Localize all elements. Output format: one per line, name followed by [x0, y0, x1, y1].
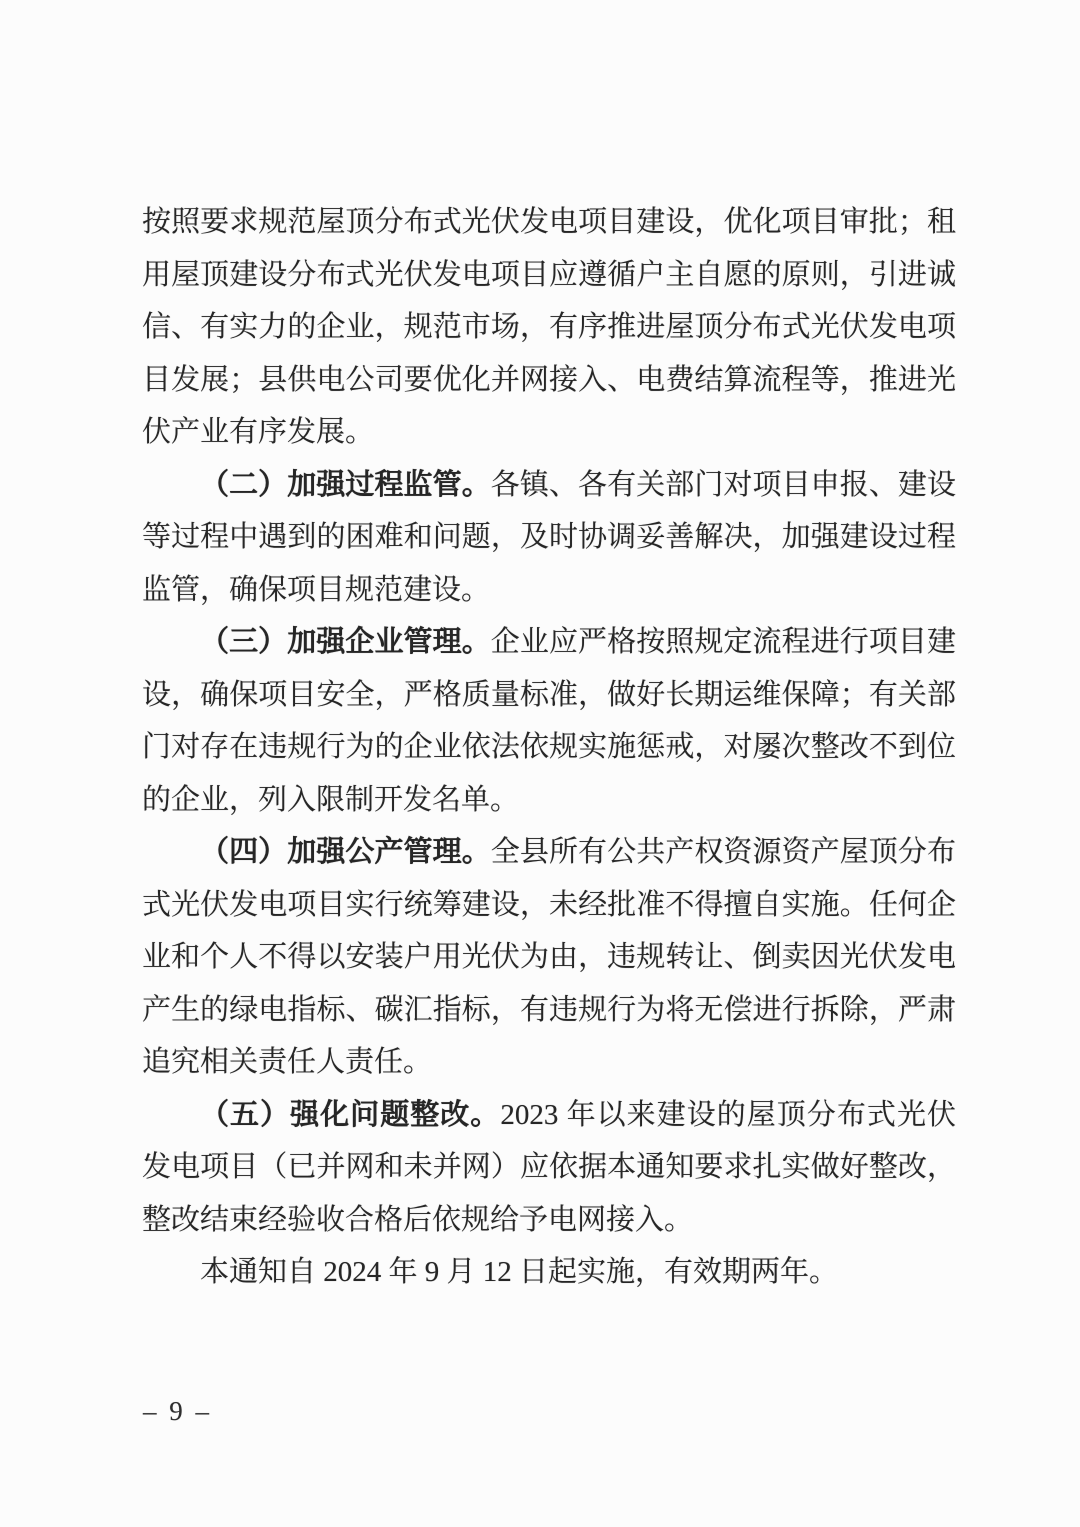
paragraph-section-4-body: 全县所有公共产权资源资产屋顶分布式光伏发电项目实行统筹建设，未经批准不得擅自实施。任何企业和个人不得以安装户用光伏为由，违规转让、倒卖因光伏发电产生的绿电指标、碳汇指标，有违规行为将无偿进行拆除，严肃追究相关责任人责任。: [142, 836, 956, 1078]
paragraph-section-3: [142, 616, 956, 826]
paragraph-section-3-body: 企业应严格按照规定流程进行项目建设，确保项目安全，严格质量标准，做好长期运维保障；有关部门对存在违规行为的企业依法依规实施惩戒，对屡次整改不到位的企业，列入限制开发名单。: [142, 626, 956, 816]
paragraph-section-3-heading: （三）加强企业管理。: [200, 626, 491, 658]
paragraph-continuation: [142, 196, 956, 459]
page-footer: [143, 1396, 212, 1427]
paragraph-section-2-heading: （二）加强过程监管。: [200, 468, 491, 501]
paragraph-section-4-heading: （四）加强公产管理。: [200, 836, 491, 868]
paragraph-section-2: [142, 459, 956, 617]
paragraph-section-5-body: 2023 年以来建设的屋顶分布式光伏发电项目（已并网和未并网）应依据本通知要求扎实做好整改，整改结束经验收合格后依规给予电网接入。: [142, 1098, 956, 1236]
paragraph-section-4: [142, 826, 956, 1089]
paragraph-effective-date: [142, 1246, 956, 1299]
paragraph-section-2-body: 各镇、各有关部门对项目申报、建设等过程中遇到的困难和问题，及时协调妥善解决，加强建设过程监管，确保项目规范建设。: [142, 468, 956, 606]
paragraph-section-5: [142, 1089, 956, 1247]
paragraph-effective-date-body: 本通知自 2024 年 9 月 12 日起实施，有效期两年。: [200, 1256, 839, 1288]
page-number: – 9 –: [143, 1396, 212, 1426]
paragraph-section-5-heading: （五）强化问题整改。: [200, 1098, 501, 1131]
paragraph-continuation-body: 按照要求规范屋顶分布式光伏发电项目建设，优化项目审批；租用屋顶建设分布式光伏发电项目应遵循户主自愿的原则，引进诚信、有实力的企业，规范市场，有序推进屋顶分布式光伏发电项目发展；县供电公司要优化并网接入、电费结算流程等，推进光伏产业有序发展。: [142, 206, 956, 448]
document-body: [142, 196, 956, 1299]
